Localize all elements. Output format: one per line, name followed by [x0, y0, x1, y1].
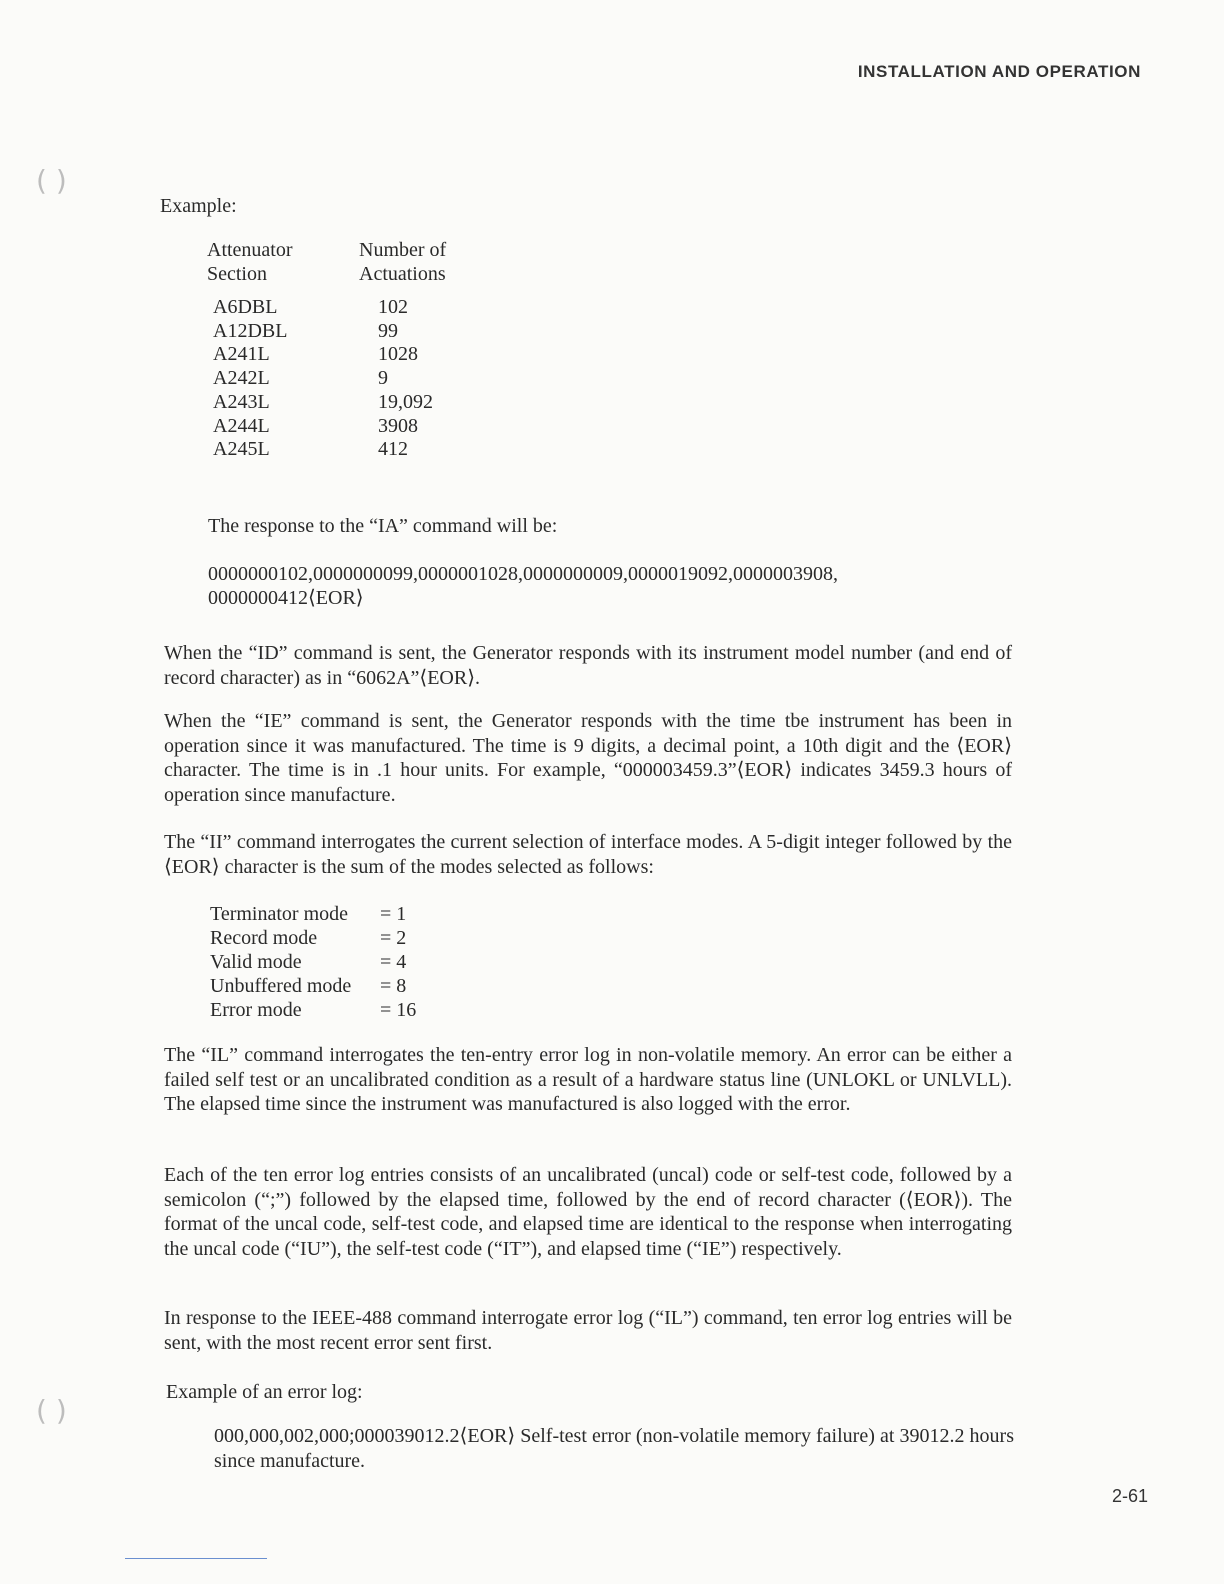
attenuator-section-cell: A244L	[213, 414, 270, 437]
mode-value: = 4	[380, 951, 407, 973]
paragraph-ie-command: When the “IE” command is sent, the Generator responds with the time tbe instrument has been in operation since it was manufactured. The time is 9 digits, a decimal point, a 10th digit and the ⟨EOR⟩ character. The time is in .1 hour units. For example, “000003459.3”⟨EOR⟩ indicates 3459.3 hours of operation since manufacture.	[164, 710, 1012, 806]
binding-hole-mark: ( )	[36, 1394, 67, 1427]
actuations-cell: 3908	[378, 414, 418, 437]
error-log-label: Example of an error log:	[166, 1381, 363, 1403]
mode-name: Valid mode	[210, 951, 302, 973]
actuations-cell: 412	[378, 438, 408, 461]
page-number: 2-61	[1111, 1486, 1148, 1506]
actuations-cell: 19,092	[378, 390, 433, 413]
paragraph-ii-command: The “II” command interrogates the current selection of interface modes. A 5-digit integer followed by the ⟨EOR⟩ character is the sum of the modes selected as follows:	[164, 831, 1012, 878]
footer-rule	[125, 1558, 267, 1559]
mode-value: = 1	[380, 903, 407, 925]
mode-name: Record mode	[210, 927, 318, 949]
attenuator-section-cell: A242L	[213, 367, 270, 390]
attenuator-section-cell: A243L	[213, 390, 270, 413]
example-label: Example:	[160, 195, 237, 217]
paragraph-il-command: The “IL” command interrogates the ten-entry error log in non-volatile memory. An error can be either a failed self test or an uncalibrated condition as a result of a hardware status line (UNLOKL or UNLVLL). The elapsed time since the instrument was manufactured is also logged with the error.	[164, 1044, 1012, 1115]
ia-response-line-1: 0000000102,0000000099,0000001028,0000000009,0000019092,0000003908,	[208, 563, 838, 585]
section-header: INSTALLATION AND OPERATION	[857, 62, 1141, 81]
mode-value: = 8	[380, 975, 407, 997]
actuations-cell: 99	[378, 319, 398, 342]
ia-response-line-2: 0000000412⟨EOR⟩	[208, 587, 364, 609]
attenuator-section-cell: A6DBL	[213, 296, 278, 318]
paragraph-ieee-488: In response to the IEEE-488 command interrogate error log (“IL”) command, ten error log entries will be sent, with the most recent error sent first.	[164, 1307, 1012, 1354]
mode-name: Terminator mode	[210, 903, 348, 925]
attenuator-section-cell: A12DBL	[213, 319, 288, 342]
actuations-cell: 102	[378, 296, 408, 318]
mode-name: Error mode	[210, 999, 302, 1021]
actuations-cell: 1028	[378, 343, 418, 366]
mode-value: = 2	[380, 927, 407, 949]
attenuator-section-cell: A241L	[213, 343, 270, 366]
mode-name: Unbuffered mode	[210, 975, 352, 997]
actuations-cell: 9	[378, 367, 388, 390]
error-log-example: 000,000,002,000;000039012.2⟨EOR⟩ Self-test error (non-volatile memory failure) at 39012.2 hours since manufacture.	[214, 1425, 1014, 1472]
column-header-section: Attenuator Section	[207, 239, 293, 285]
mode-value: = 16	[380, 999, 417, 1021]
paragraph-error-log-entries: Each of the ten error log entries consists of an uncalibrated (uncal) code or self-test code, followed by a semicolon (“;”) followed by the elapsed time, followed by the end of record character (⟨EOR⟩). The format of the uncal code, self-test code, and elapsed time are identical to the response when interrogating the uncal code (“IU”), the self-test code (“IT”), and elapsed time (“IE”) respectively.	[164, 1164, 1012, 1260]
paragraph-id-command: When the “ID” command is sent, the Generator responds with its instrument model number (and end of record character) as in “6062A”⟨EOR⟩.	[164, 642, 1012, 689]
ia-response-intro: The response to the “IA” command will be:	[208, 515, 558, 537]
attenuator-section-cell: A245L	[213, 438, 270, 461]
column-header-actuations: Number of Actuations	[359, 239, 447, 285]
binding-hole-mark: ( )	[36, 164, 67, 197]
